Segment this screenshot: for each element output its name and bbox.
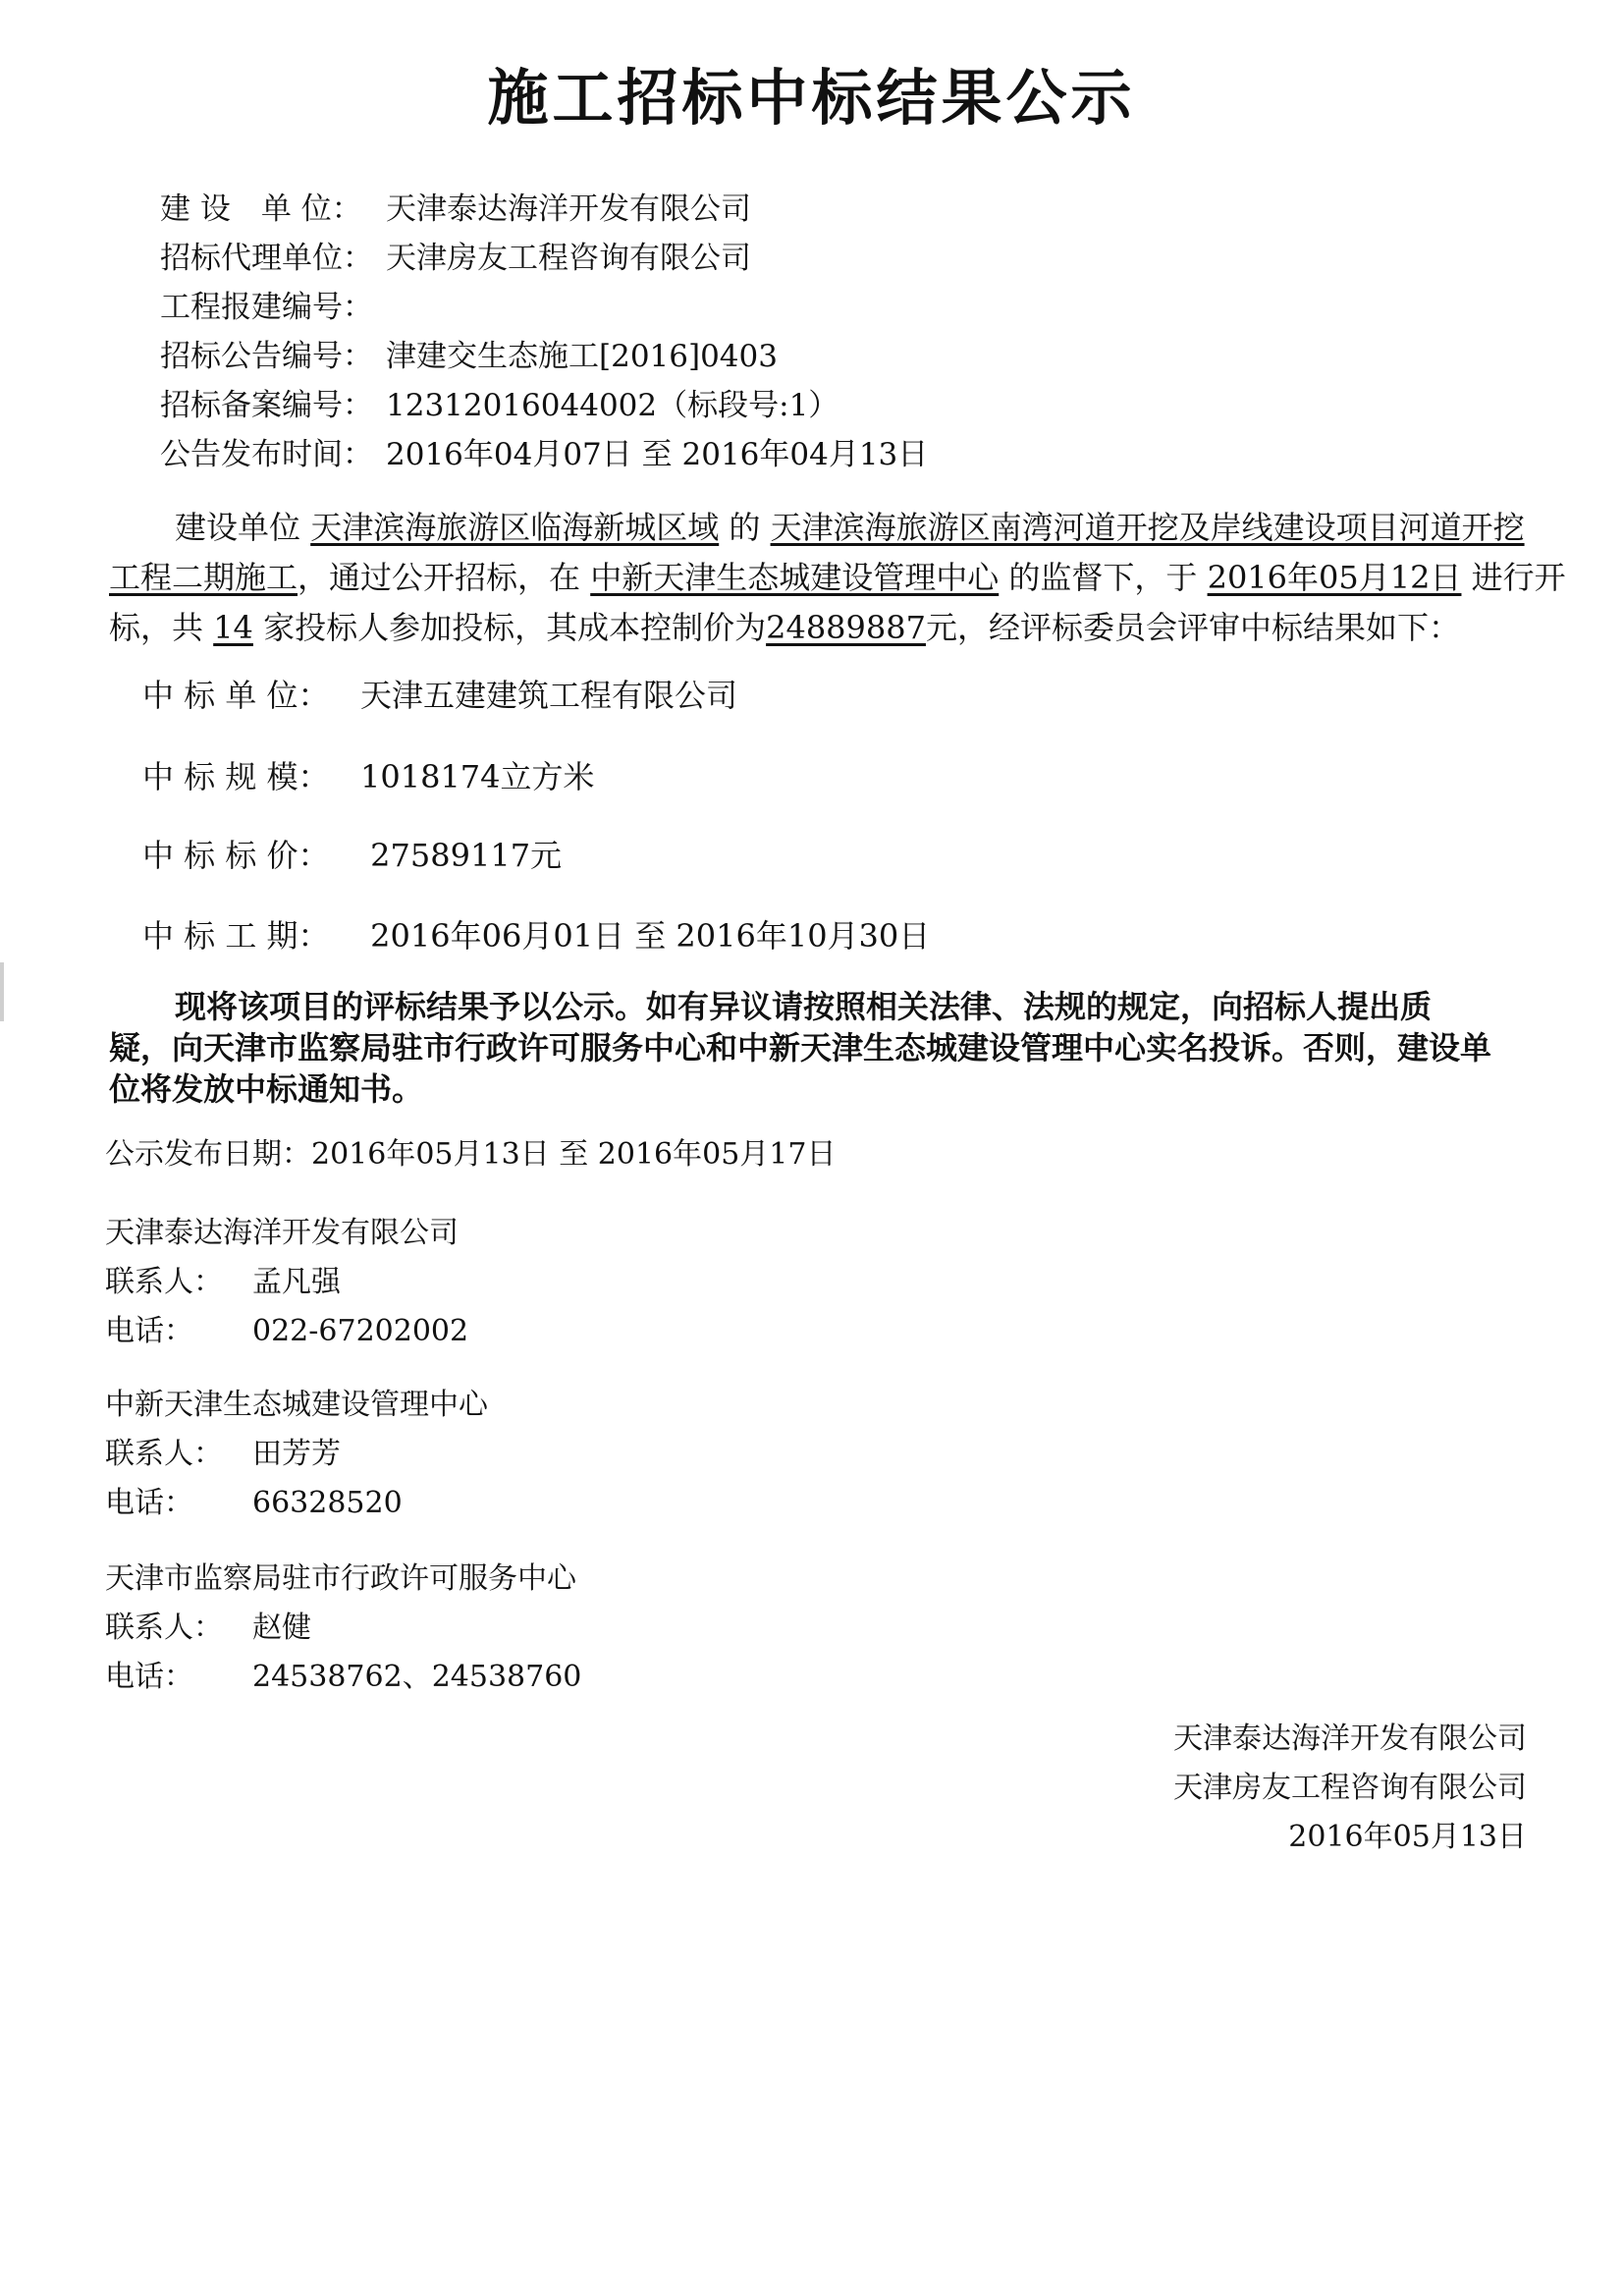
contact-org-1: 天津泰达海洋开发有限公司 [105, 1216, 459, 1250]
contact-phone-label: 电话： [105, 1660, 193, 1694]
period-value: 2016年06月01日 至 2016年10月30日 [360, 917, 931, 955]
period-row [142, 911, 930, 957]
price-value: 27589117元 [360, 837, 563, 874]
agent-label: 招标代理单位： [160, 241, 373, 276]
winner-label: 中 标 单 位： [142, 677, 330, 714]
contact-person-row-3 [105, 1603, 311, 1646]
publish-time-row [160, 429, 928, 473]
builder-label: 建 设 单 位： [160, 191, 362, 227]
contact-org-2: 中新天津生态城建设管理中心 [105, 1388, 488, 1422]
scale-value: 1018174立方米 [360, 758, 595, 795]
contact-org-3: 天津市监察局驻市行政许可服务中心 [105, 1561, 576, 1596]
contact-phone-label: 电话： [105, 1314, 193, 1348]
intro-text: 家投标人参加投标，其成本控制价为 [252, 609, 767, 646]
contact-person: 赵健 [252, 1611, 311, 1645]
supervisor-name: 中新天津生态城建设管理中心 [590, 559, 1000, 596]
scan-edge-mark [0, 962, 4, 1021]
notice-line-2: 疑，向天津市监察局驻市行政许可服务中心和中新天津生态城建设管理中心实名投诉。否则，建设单 [109, 1029, 1492, 1066]
contact-person-label: 联系人： [105, 1437, 223, 1471]
publish-time-label: 公告发布时间： [160, 437, 373, 472]
publicity-period: 公示发布日期：2016年05月13日 至 2016年05月17日 [105, 1137, 837, 1172]
price-row [142, 831, 562, 876]
signature-org-1: 天津泰达海洋开发有限公司 [1173, 1722, 1527, 1756]
agent-row [160, 233, 751, 277]
project-name: 天津滨海旅游区南湾河道开挖及岸线建设项目河道开挖 [770, 509, 1525, 546]
intro-text: ，通过公开招标，在 [298, 559, 591, 596]
contact-phone-label: 电话： [105, 1486, 193, 1520]
contact-person: 田芳芳 [252, 1437, 341, 1471]
price-label: 中 标 标 价： [142, 837, 330, 874]
intro-line-1 [175, 503, 1525, 553]
signature-date: 2016年05月13日 [1288, 1820, 1527, 1854]
notice-line-3: 位将发放中标通知书。 [109, 1070, 424, 1108]
scale-row [142, 752, 595, 797]
record-no-value: 12312016044002（标段号:1） [386, 388, 839, 423]
agent-value: 天津房友工程咨询有限公司 [386, 241, 751, 276]
project-no-label: 工程报建编号： [160, 290, 373, 325]
intro-text: 元，经评标委员会评审中标结果如下： [925, 609, 1460, 646]
notice-no-row [160, 331, 778, 375]
contact-person-label: 联系人： [105, 1611, 223, 1645]
record-no-label: 招标备案编号： [160, 388, 373, 423]
builder-row [160, 184, 751, 228]
bidder-count: 14 [213, 609, 253, 646]
contact-phone-row-1 [105, 1306, 468, 1349]
project-name-cont: 工程二期施工 [109, 559, 298, 596]
cost-control-price: 24889887 [766, 609, 926, 646]
contact-phone-row-3 [105, 1652, 581, 1695]
intro-text: 的监督下，于 [999, 559, 1208, 596]
intro-line-2 [109, 553, 1566, 603]
intro-text: 建设单位 [175, 509, 311, 546]
contact-person: 孟凡强 [252, 1265, 341, 1299]
winner-row [142, 671, 737, 716]
contact-phone: 24538762、24538760 [252, 1660, 582, 1694]
project-no-row [160, 282, 386, 326]
signature-org-2: 天津房友工程咨询有限公司 [1173, 1771, 1527, 1805]
contact-phone-row-2 [105, 1478, 403, 1521]
intro-text: 进行开 [1461, 559, 1566, 596]
contact-phone: 022-67202002 [252, 1314, 469, 1348]
winner-value: 天津五建建筑工程有限公司 [360, 677, 738, 714]
notice-line-1: 现将该项目的评标结果予以公示。如有异议请按照相关法律、法规的规定，向招标人提出质 [175, 988, 1433, 1025]
open-date: 2016年05月12日 [1207, 559, 1462, 596]
record-no-row [160, 380, 839, 424]
notice-no-label: 招标公告编号： [160, 339, 373, 374]
builder-value: 天津泰达海洋开发有限公司 [386, 191, 751, 227]
period-label: 中 标 工 期： [142, 917, 330, 955]
intro-text: 的 [719, 509, 771, 546]
contact-person-row-1 [105, 1257, 341, 1300]
region-name: 天津滨海旅游区临海新城区域 [310, 509, 720, 546]
intro-line-3 [109, 603, 1460, 653]
contact-person-row-2 [105, 1429, 341, 1472]
scale-label: 中 标 规 模： [142, 758, 330, 795]
notice-no-value: 津建交生态施工[2016]0403 [386, 339, 778, 374]
publish-time-value: 2016年04月07日 至 2016年04月13日 [386, 437, 929, 472]
document-title: 施工招标中标结果公示 [487, 62, 1136, 134]
contact-person-label: 联系人： [105, 1265, 223, 1299]
contact-phone: 66328520 [252, 1486, 403, 1520]
intro-text: 标，共 [109, 609, 214, 646]
